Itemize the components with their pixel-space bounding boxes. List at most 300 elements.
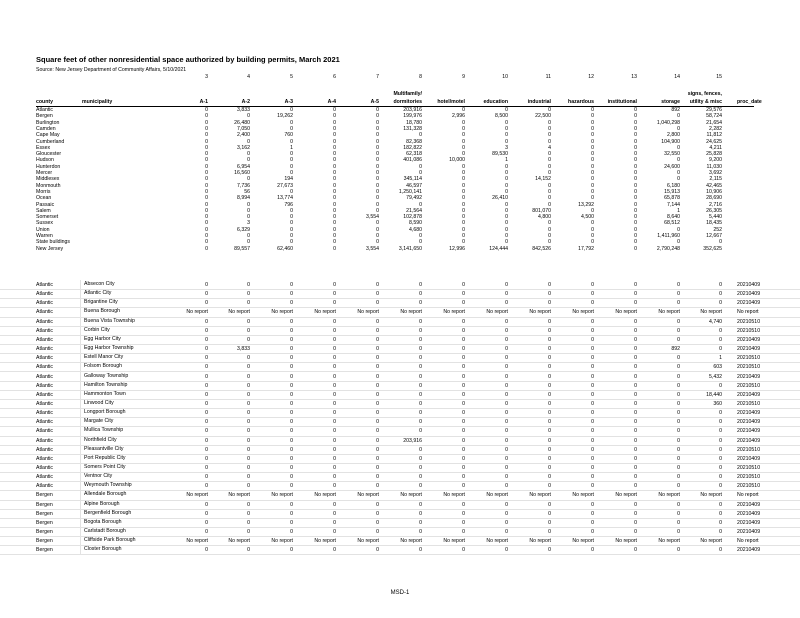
table-cell: 0: [247, 233, 250, 239]
table-cell: 4,211: [709, 144, 722, 151]
table-cell: 0: [591, 113, 594, 120]
table-cell: 25,828: [706, 151, 722, 158]
table-cell: 0: [333, 220, 336, 227]
table-cell: 104,900: [661, 138, 680, 145]
table-cell: 0: [548, 226, 551, 233]
table-cell: 0: [462, 138, 465, 145]
table-cell: 0: [591, 176, 594, 183]
proc-date-cell: No report: [737, 309, 759, 316]
table-cell: 13,292: [578, 201, 594, 208]
county-name: Essex: [36, 144, 51, 151]
table-cell: 0: [462, 355, 465, 362]
proc-date-cell: 20210510: [737, 400, 761, 407]
table-cell: 0: [376, 474, 379, 481]
table-cell: 0: [677, 300, 680, 307]
municipality-name: Bergenfield Borough: [80, 509, 159, 518]
table-cell: 0: [548, 364, 551, 371]
table-cell: 0: [376, 355, 379, 362]
table-cell: 0: [505, 547, 508, 554]
table-cell: 0: [505, 239, 508, 246]
table-cell: 0: [247, 465, 250, 471]
table-cell: 0: [719, 419, 722, 426]
table-cell: 0: [419, 355, 422, 362]
table-cell: 0: [205, 125, 208, 132]
table-cell: 0: [634, 157, 637, 164]
table-cell: 0: [333, 483, 336, 490]
table-cell: 0: [247, 419, 250, 426]
county-name: Atlantic: [36, 373, 54, 380]
table-cell: 203,916: [403, 437, 422, 444]
table-cell: 0: [376, 410, 379, 417]
table-cell: 0: [290, 465, 293, 471]
table-cell: No report: [228, 492, 250, 499]
table-cell: 0: [419, 239, 422, 246]
table-cell: 0: [290, 226, 293, 233]
table-cell: 0: [290, 437, 293, 444]
table-cell: 0: [677, 446, 680, 453]
municipality-name: Margate City: [80, 417, 159, 426]
table-cell: 0: [634, 226, 637, 233]
table-cell: No report: [486, 309, 508, 316]
table-cell: 0: [677, 410, 680, 417]
table-cell: 0: [247, 400, 250, 407]
report-title: Square feet of other nonresidential space authorized by building permits, March 2021: [36, 55, 340, 64]
table-cell: No report: [486, 492, 508, 499]
table-cell: 0: [505, 410, 508, 417]
table-cell: 0: [462, 220, 465, 227]
table-cell: 0: [333, 151, 336, 158]
table-cell: 0: [548, 529, 551, 536]
table-cell: 0: [419, 300, 422, 307]
table-cell: 0: [505, 107, 508, 113]
table-cell: 9,200: [709, 157, 722, 164]
table-cell: 0: [205, 346, 208, 353]
table-cell: 0: [205, 474, 208, 481]
table-cell: 0: [376, 125, 379, 132]
table-cell: 7,050: [237, 125, 250, 132]
table-cell: 24,625: [706, 138, 722, 145]
table-cell: 0: [376, 529, 379, 536]
proc-date-cell: 20210510: [737, 465, 761, 471]
table-cell: 0: [333, 157, 336, 164]
table-cell: 0: [634, 410, 637, 417]
table-cell: 0: [205, 364, 208, 371]
header-county: county: [36, 99, 54, 105]
table-cell: 0: [462, 201, 465, 208]
table-cell: 0: [333, 138, 336, 145]
table-cell: No report: [186, 492, 208, 499]
county-name: Camden: [36, 125, 56, 132]
table-cell: 8,640: [667, 214, 680, 221]
table-cell: 0: [205, 151, 208, 158]
table-cell: 0: [290, 400, 293, 407]
header-multifamily-2: dormitories: [393, 99, 422, 105]
table-cell: 0: [548, 132, 551, 139]
table-cell: 0: [591, 400, 594, 407]
table-cell: 8,590: [409, 220, 422, 227]
table-cell: 0: [634, 346, 637, 353]
table-cell: 0: [290, 107, 293, 113]
table-cell: 0: [505, 138, 508, 145]
table-cell: 0: [376, 400, 379, 407]
table-cell: 0: [462, 547, 465, 554]
county-name: Atlantic: [36, 346, 54, 353]
table-cell: 0: [548, 437, 551, 444]
table-cell: 89,530: [492, 151, 508, 158]
column-number: 4: [247, 74, 250, 80]
table-cell: 0: [677, 125, 680, 132]
table-cell: 0: [505, 291, 508, 298]
table-cell: 0: [591, 327, 594, 334]
table-cell: 0: [634, 483, 637, 490]
table-cell: 0: [591, 501, 594, 508]
header-storage: storage: [661, 99, 680, 105]
table-cell: 0: [548, 239, 551, 246]
table-cell: 0: [634, 446, 637, 453]
table-cell: 0: [462, 391, 465, 398]
municipality-name: Weymouth Township: [80, 481, 159, 490]
table-cell: 0: [205, 547, 208, 554]
table-cell: 0: [548, 188, 551, 195]
table-cell: 0: [719, 529, 722, 536]
table-cell: 0: [677, 176, 680, 183]
table-cell: 0: [591, 119, 594, 126]
table-cell: 0: [333, 419, 336, 426]
table-cell: 0: [719, 519, 722, 526]
table-cell: 0: [462, 437, 465, 444]
table-cell: 0: [677, 519, 680, 526]
table-cell: 2,282: [709, 125, 722, 132]
table-cell: 0: [290, 373, 293, 380]
table-cell: 0: [376, 419, 379, 426]
table-cell: 0: [462, 529, 465, 536]
table-cell: 0: [505, 125, 508, 132]
table-cell: 0: [548, 510, 551, 517]
table-cell: 0: [634, 300, 637, 307]
table-cell: 0: [376, 373, 379, 380]
table-cell: No report: [486, 538, 508, 545]
table-cell: 0: [290, 410, 293, 417]
table-cell: 0: [548, 291, 551, 298]
county-name: Middlesex: [36, 176, 60, 183]
table-cell: 1: [719, 355, 722, 362]
table-cell: 0: [548, 465, 551, 471]
table-cell: 0: [247, 483, 250, 490]
table-cell: 0: [548, 157, 551, 164]
table-cell: 0: [677, 364, 680, 371]
table-cell: 0: [505, 300, 508, 307]
table-cell: 0: [548, 151, 551, 158]
table-cell: 0: [290, 355, 293, 362]
county-name: Atlantic: [36, 355, 54, 362]
table-cell: 203,916: [403, 107, 422, 113]
municipality-name: Buena Vista Township: [80, 317, 159, 326]
table-cell: 0: [419, 382, 422, 389]
table-cell: 0: [376, 182, 379, 189]
table-cell: 0: [419, 446, 422, 453]
table-cell: 0: [205, 226, 208, 233]
table-cell: 0: [634, 428, 637, 435]
county-name: Passaic: [36, 201, 55, 208]
table-cell: 0: [290, 119, 293, 126]
table-cell: 0: [591, 207, 594, 214]
county-name: Union: [36, 226, 50, 233]
table-cell: 603: [713, 364, 722, 371]
table-cell: 0: [634, 547, 637, 554]
table-cell: 0: [247, 291, 250, 298]
table-cell: 15,913: [664, 188, 680, 195]
table-cell: 0: [419, 501, 422, 508]
table-cell: 0: [333, 226, 336, 233]
table-cell: 0: [205, 107, 208, 113]
table-cell: 0: [376, 364, 379, 371]
table-cell: 0: [333, 188, 336, 195]
table-cell: 0: [505, 318, 508, 325]
table-cell: 0: [247, 214, 250, 221]
table-cell: 0: [333, 119, 336, 126]
table-cell: 0: [462, 410, 465, 417]
proc-date-cell: 20210510: [737, 355, 761, 362]
table-cell: 12,667: [706, 233, 722, 239]
county-name: Atlantic: [36, 282, 54, 288]
table-cell: 0: [205, 119, 208, 126]
table-cell: 0: [376, 336, 379, 343]
proc-date-cell: 20210409: [737, 346, 761, 353]
table-cell: 0: [376, 318, 379, 325]
table-cell: 0: [376, 226, 379, 233]
table-cell: 0: [376, 547, 379, 554]
table-cell: 0: [462, 465, 465, 471]
table-cell: 0: [462, 119, 465, 126]
table-cell: No report: [186, 538, 208, 545]
table-cell: 0: [205, 182, 208, 189]
table-cell: 0: [419, 132, 422, 139]
table-cell: 0: [247, 428, 250, 435]
county-name: Atlantic: [36, 455, 54, 462]
table-cell: 0: [677, 170, 680, 176]
table-cell: 0: [677, 428, 680, 435]
table-cell: 1: [505, 157, 508, 164]
proc-date-cell: 20210510: [737, 483, 761, 490]
table-cell: 7,736: [237, 182, 250, 189]
table-cell: 0: [205, 419, 208, 426]
proc-date-cell: 20210510: [737, 446, 761, 453]
table-cell: 0: [290, 291, 293, 298]
proc-date-cell: 20210510: [737, 327, 761, 334]
table-cell: 0: [505, 519, 508, 526]
municipality-name: Egg Harbor City: [80, 335, 159, 344]
table-cell: 0: [505, 428, 508, 435]
table-cell: 0: [333, 437, 336, 444]
table-cell: 0: [376, 382, 379, 389]
table-cell: 0: [677, 373, 680, 380]
county-name: Bergen: [36, 113, 53, 120]
table-cell: 0: [462, 170, 465, 176]
table-cell: 0: [462, 291, 465, 298]
table-cell: 0: [462, 364, 465, 371]
county-name: Atlantic: [36, 428, 54, 435]
county-summary-row: [0, 246, 800, 252]
table-cell: 0: [462, 474, 465, 481]
header-education: education: [483, 99, 508, 105]
table-cell: 26,480: [234, 119, 250, 126]
table-cell: 0: [677, 144, 680, 151]
table-cell: 4: [548, 144, 551, 151]
table-cell: 892: [671, 107, 680, 113]
table-cell: No report: [572, 538, 594, 545]
table-cell: 0: [247, 382, 250, 389]
header-signs-2: utility & misc: [689, 99, 722, 105]
table-cell: 0: [548, 455, 551, 462]
table-cell: 0: [376, 207, 379, 214]
table-cell: 0: [333, 170, 336, 176]
table-cell: 0: [591, 188, 594, 195]
table-cell: 0: [333, 410, 336, 417]
header-municipality: municipality: [82, 99, 113, 105]
table-cell: 0: [205, 501, 208, 508]
table-cell: 0: [376, 446, 379, 453]
table-cell: 62,460: [277, 245, 293, 252]
table-cell: 0: [677, 157, 680, 164]
table-cell: 0: [677, 291, 680, 298]
table-cell: 0: [634, 501, 637, 508]
table-cell: 0: [247, 437, 250, 444]
table-cell: 0: [505, 510, 508, 517]
table-cell: 0: [677, 382, 680, 389]
table-cell: 0: [505, 207, 508, 214]
table-cell: 0: [719, 239, 722, 246]
table-cell: 0: [290, 125, 293, 132]
table-cell: 0: [719, 465, 722, 471]
table-cell: 0: [634, 144, 637, 151]
county-name: Atlantic: [36, 300, 54, 307]
table-cell: 0: [548, 163, 551, 170]
table-cell: 0: [419, 519, 422, 526]
proc-date-cell: 20210409: [737, 291, 761, 298]
table-cell: 360: [713, 400, 722, 407]
county-name: Ocean: [36, 195, 52, 202]
table-cell: 0: [333, 510, 336, 517]
table-cell: 0: [290, 151, 293, 158]
table-cell: 13,774: [277, 195, 293, 202]
table-cell: 0: [333, 176, 336, 183]
municipality-name: Cliffside Park Borough: [80, 536, 159, 545]
table-cell: 0: [591, 300, 594, 307]
table-cell: 0: [591, 151, 594, 158]
table-cell: 0: [205, 300, 208, 307]
header-hotel: hotel/motel: [437, 99, 465, 105]
table-cell: 0: [376, 132, 379, 139]
proc-date-cell: No report: [737, 538, 759, 545]
table-cell: 16,560: [234, 170, 250, 176]
table-cell: 0: [290, 382, 293, 389]
table-cell: 0: [634, 176, 637, 183]
table-cell: 0: [548, 201, 551, 208]
table-cell: 0: [591, 346, 594, 353]
table-cell: 2,790,248: [656, 245, 680, 252]
table-cell: No report: [529, 538, 551, 545]
table-cell: 0: [548, 282, 551, 288]
table-cell: 0: [333, 300, 336, 307]
table-cell: 0: [634, 239, 637, 246]
table-cell: 102,878: [403, 214, 422, 221]
table-cell: 0: [333, 214, 336, 221]
table-cell: 0: [462, 327, 465, 334]
table-cell: 3,692: [709, 170, 722, 176]
table-cell: 0: [634, 327, 637, 334]
table-cell: 0: [419, 428, 422, 435]
table-cell: 0: [333, 355, 336, 362]
table-cell: 3,141,650: [398, 245, 422, 252]
table-cell: 2,400: [237, 132, 250, 139]
table-cell: 0: [290, 157, 293, 164]
county-name: Atlantic: [36, 483, 54, 490]
table-cell: 0: [719, 300, 722, 307]
table-cell: 0: [205, 233, 208, 239]
table-cell: 0: [333, 107, 336, 113]
table-cell: 0: [462, 132, 465, 139]
table-cell: 0: [419, 291, 422, 298]
table-cell: 0: [505, 214, 508, 221]
table-cell: 89,557: [234, 245, 250, 252]
table-cell: 0: [419, 455, 422, 462]
table-cell: 0: [376, 465, 379, 471]
table-cell: 10,000: [449, 157, 465, 164]
table-cell: 199,976: [403, 113, 422, 120]
table-cell: 0: [505, 336, 508, 343]
header-a5: A-5: [370, 99, 379, 105]
table-cell: 0: [247, 355, 250, 362]
table-cell: 0: [419, 201, 422, 208]
table-cell: 11,812: [706, 132, 722, 139]
table-cell: 14,152: [535, 176, 551, 183]
county-name: New Jersey: [36, 245, 64, 252]
table-cell: 27,673: [277, 182, 293, 189]
county-name: Bergen: [36, 510, 53, 517]
table-cell: No report: [228, 538, 250, 545]
table-cell: 0: [333, 519, 336, 526]
table-cell: 0: [247, 446, 250, 453]
proc-date-cell: 20210409: [737, 501, 761, 508]
table-cell: 0: [677, 547, 680, 554]
table-cell: 0: [591, 364, 594, 371]
table-cell: 0: [505, 529, 508, 536]
table-cell: 0: [462, 446, 465, 453]
table-cell: 0: [634, 336, 637, 343]
table-cell: 0: [462, 346, 465, 353]
proc-date-cell: 20210409: [737, 300, 761, 307]
table-cell: 892: [671, 346, 680, 353]
table-cell: No report: [443, 309, 465, 316]
table-cell: 0: [290, 207, 293, 214]
table-cell: 0: [205, 510, 208, 517]
table-cell: 24,600: [664, 163, 680, 170]
table-cell: 0: [591, 437, 594, 444]
table-cell: 0: [462, 214, 465, 221]
table-cell: 0: [548, 327, 551, 334]
table-cell: 0: [333, 474, 336, 481]
table-cell: 0: [247, 373, 250, 380]
municipality-name: Allendale Borough: [80, 490, 159, 499]
table-cell: 0: [719, 346, 722, 353]
header-a3: A-3: [284, 99, 293, 105]
table-cell: 0: [376, 138, 379, 145]
table-cell: 0: [419, 346, 422, 353]
table-cell: 79,492: [406, 195, 422, 202]
table-cell: 0: [677, 113, 680, 120]
municipality-name: Galloway Township: [80, 372, 159, 381]
table-cell: 0: [548, 419, 551, 426]
